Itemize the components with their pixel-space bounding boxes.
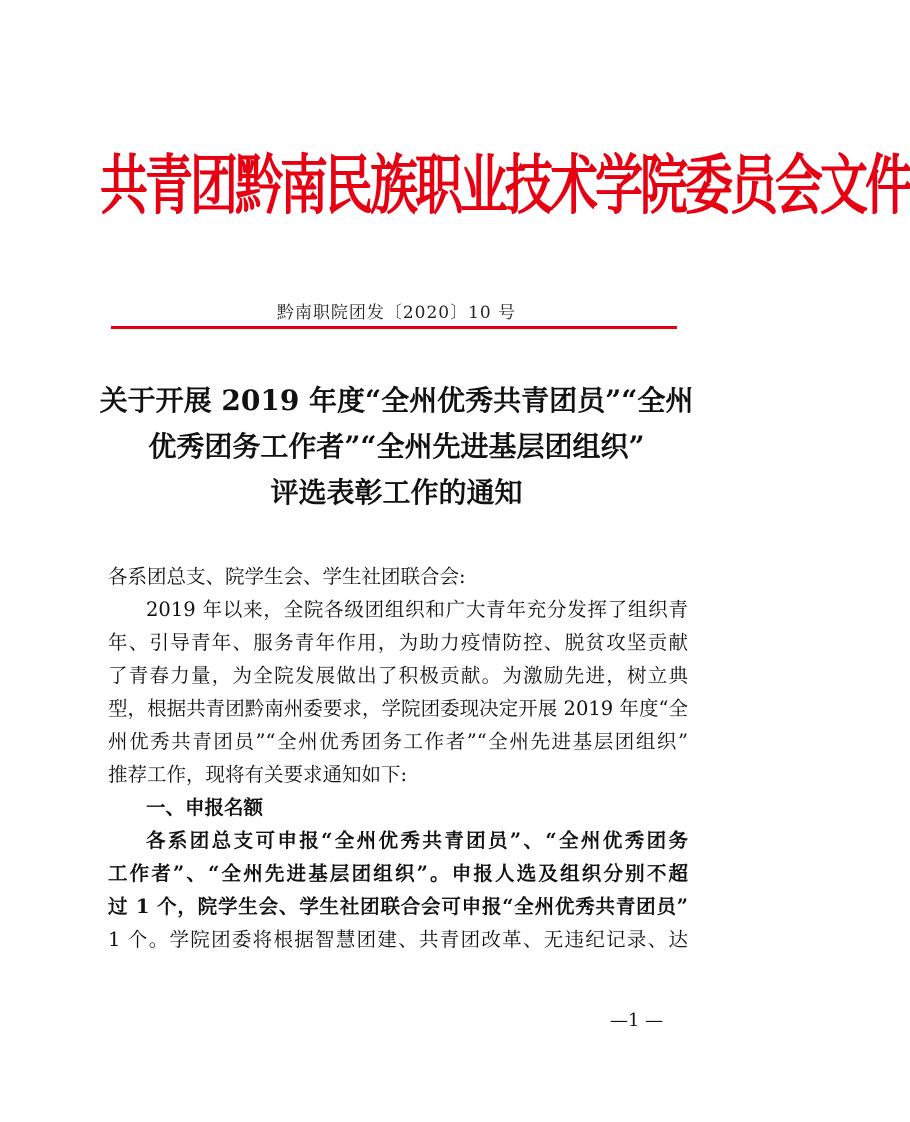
organization-header-title: 共青团黔南民族职业技术学院委员会文件 <box>100 148 910 224</box>
title-line-2: 优秀团务工作者”“全州先进基层团组织” <box>148 430 645 463</box>
bold-paragraph-line: 过 1 个，院学生会、学生社团联合会可申报“全州优秀共青团员” <box>108 895 688 918</box>
section-heading: 一、申报名额 <box>146 796 264 819</box>
document-number: 黔南职院团发〔2020〕10 号 <box>276 303 517 323</box>
body-paragraph-line: 州优秀共青团员”“全州优秀团务工作者”“全州先进基层团组织” <box>108 730 688 753</box>
body-paragraph-line: 了青春力量，为全院发展做出了积极贡献。为激励先进，树立典 <box>108 664 688 687</box>
title-line-3: 评选表彰工作的通知 <box>270 476 523 509</box>
title-line-1: 关于开展 2019 年度“全州优秀共青团员”“全州 <box>99 384 694 417</box>
body-paragraph-line: 2019 年以来，全院各级团组织和广大青年充分发挥了组织青 <box>146 598 688 621</box>
body-paragraph-line: 年、引导青年、服务青年作用，为助力疫情防控、脱贫攻坚贡献 <box>108 631 688 654</box>
red-divider-line <box>111 326 677 329</box>
salutation-line: 各系团总支、院学生会、学生社团联合会: <box>108 565 466 588</box>
bold-paragraph-line: 工作者”、“全州先进基层团组织”。申报人选及组织分别不超 <box>108 862 688 885</box>
page-number: —1 — <box>610 1010 664 1031</box>
body-paragraph-line: 型，根据共青团黔南州委要求，学院团委现决定开展 2019 年度“全 <box>108 697 688 720</box>
notice-title <box>80 378 713 516</box>
notice-body <box>108 560 688 956</box>
body-paragraph-line: 1 个。学院团委将根据智慧团建、共青团改革、无违纪记录、达 <box>108 928 688 951</box>
bold-paragraph-line: 各系团总支可申报“全州优秀共青团员”、“全州优秀团务 <box>146 829 688 852</box>
body-paragraph-line: 推荐工作，现将有关要求通知如下: <box>108 763 408 786</box>
